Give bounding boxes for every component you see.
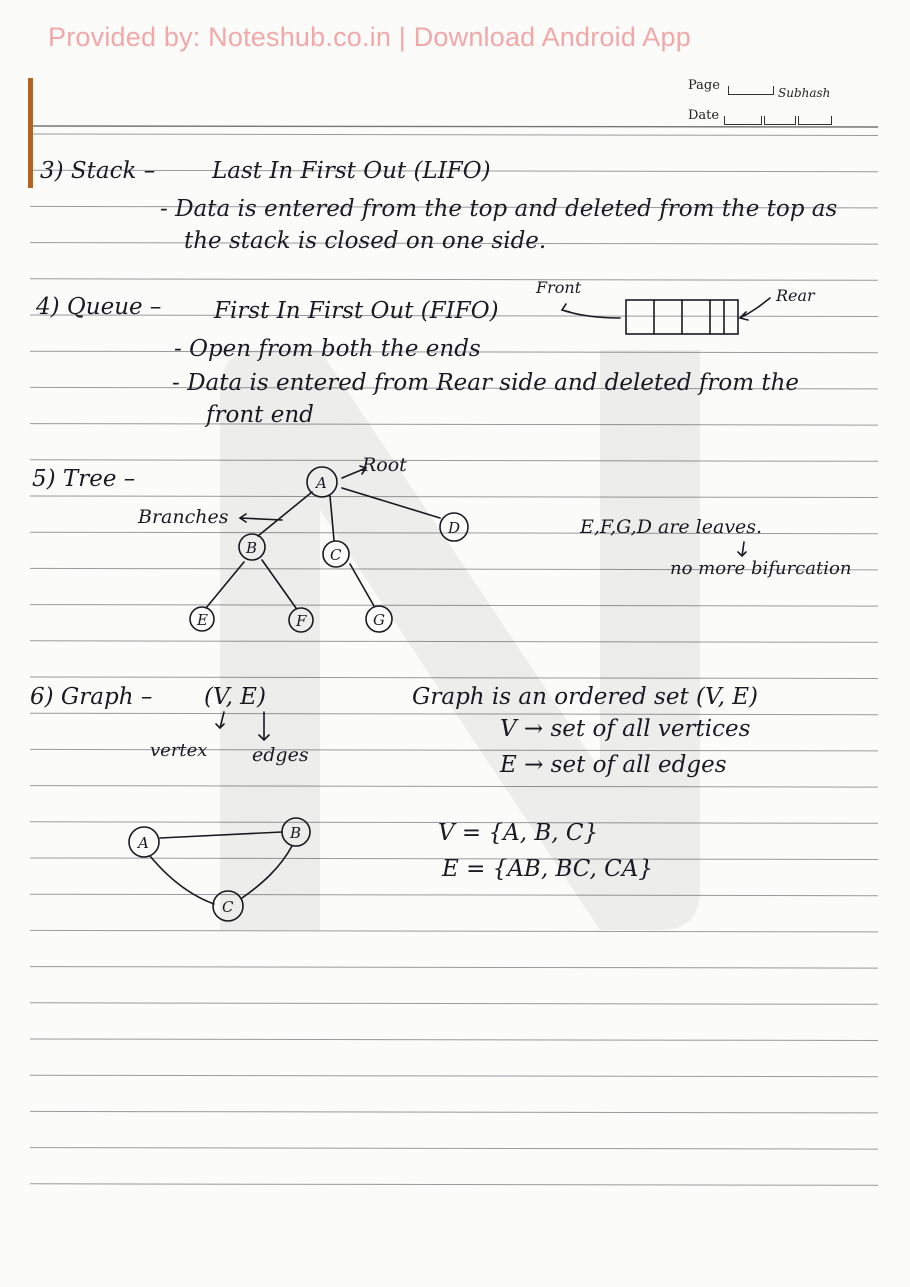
queue-front-label: Front	[536, 278, 582, 297]
edges-arrow-icon	[259, 712, 269, 740]
stack-heading: 3) Stack –	[40, 158, 156, 184]
graph-node-label: B	[290, 824, 302, 842]
graph-edge-a-b	[160, 832, 282, 838]
queue-rear-label: Rear	[776, 286, 815, 305]
queue-line-1: - Open from both the ends	[174, 336, 481, 362]
queue-line-3: front end	[206, 402, 314, 428]
stack-definition: Last In First Out (LIFO)	[212, 158, 491, 184]
tree-branches-label: Branches	[138, 506, 229, 528]
graph-vertex-set: V = {A, B, C}	[438, 820, 599, 846]
tree-node-label: A	[316, 474, 327, 492]
tree-root-arrow-icon	[342, 466, 366, 478]
graph-node-label: C	[222, 898, 234, 916]
vertex-arrow-icon	[216, 712, 224, 728]
queue-front-arrow-icon	[562, 304, 620, 318]
tree-root-label: Root	[362, 454, 407, 476]
tree-edge-b-f	[262, 560, 296, 608]
tree-leaves-arrow-icon	[738, 542, 746, 556]
provider-banner: Provided by: Noteshub.co.in | Download Android App	[48, 22, 691, 52]
tree-edge-b-e	[206, 562, 244, 608]
graph-edge-b-c	[242, 846, 292, 898]
stack-line-2: the stack is closed on one side.	[184, 228, 547, 254]
tree-leaves-note: E,F,G,D are leaves.	[580, 516, 763, 538]
tree-edge-a-d	[342, 488, 440, 518]
tree-node-label: D	[448, 519, 461, 537]
graph-heading: 6) Graph –	[30, 684, 153, 710]
stack-line-1: - Data is entered from the top and deleted from the top as	[160, 196, 838, 222]
tree-node-label: B	[246, 539, 258, 557]
graph-edge-set: E = {AB, BC, CA}	[442, 856, 654, 882]
graph-definition-2: V → set of all vertices	[500, 716, 751, 742]
tree-node-label: E	[197, 611, 208, 629]
tree-edge-a-c	[330, 496, 334, 540]
graph-vertex-label: vertex	[150, 740, 208, 761]
tree-node-label: F	[296, 612, 307, 630]
tree-node-label: G	[373, 611, 385, 629]
tree-no-bifurcation: no more bifurcation	[670, 558, 852, 579]
date-label: Date	[688, 108, 720, 123]
graph-definition-1: Graph is an ordered set (V, E)	[412, 684, 758, 710]
graph-edges-label: edges	[252, 744, 309, 766]
graph-node-label: A	[138, 834, 149, 852]
queue-rear-arrow-icon	[740, 298, 770, 320]
graph-edge-a-c	[150, 856, 214, 904]
tree-edge-a-b	[258, 492, 312, 536]
tree-heading: 5) Tree –	[32, 466, 136, 492]
page-label: Page	[688, 78, 720, 93]
author-signature: Subhash	[778, 86, 831, 100]
queue-definition: First In First Out (FIFO)	[214, 298, 499, 324]
queue-heading: 4) Queue –	[36, 294, 162, 320]
tree-node-label: C	[330, 546, 342, 564]
graph-notation: (V, E)	[204, 684, 266, 710]
tree-edge-c-g	[350, 564, 374, 606]
graph-definition-3: E → set of all edges	[500, 752, 727, 778]
queue-line-2: - Data is entered from Rear side and deleted from the	[172, 370, 800, 396]
